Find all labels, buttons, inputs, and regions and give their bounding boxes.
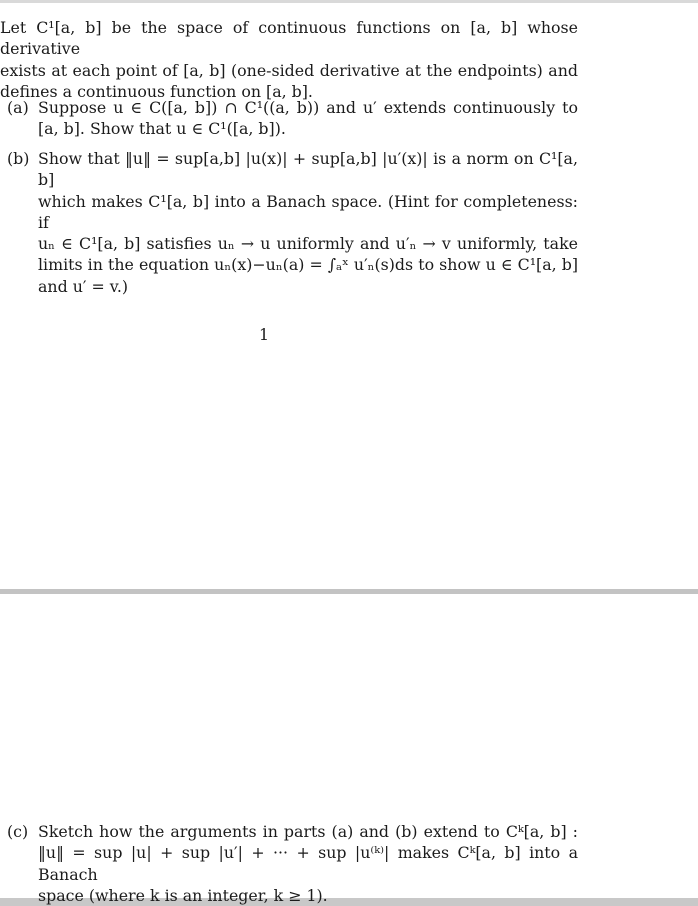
part-b-line: Show that ‖u‖ = sup[a,b] |u(x)| + sup[a,b] |u′(x)| is a norm on C¹[a, b] <box>38 149 578 190</box>
part-b-text <box>38 148 578 297</box>
intro-line: Let C¹[a, b] be the space of continuous functions on [a, b] whose derivative <box>0 18 578 59</box>
part-b-line: which makes C¹[a, b] into a Banach space. (Hint for completeness: if <box>38 191 578 232</box>
part-c-text <box>38 821 578 906</box>
part-b-line: and u′ = v.) <box>38 276 128 296</box>
part-a-line: Suppose u ∈ C([a, b]) ∩ C¹((a, b)) and u′ extends continuously to <box>38 98 578 117</box>
part-c-line: Sketch how the arguments in parts (a) and (b) extend to Cᵏ[a, b] : <box>38 822 578 841</box>
part-a-label: (a) <box>7 98 29 117</box>
intro-line: defines a continuous function on [a, b]. <box>0 81 313 101</box>
part-b-line: limits in the equation uₙ(x)−uₙ(a) = ∫ₐˣ u′ₙ(s)ds to show u ∈ C¹[a, b] <box>38 255 578 275</box>
intro-paragraph <box>0 17 578 102</box>
page-2 <box>0 594 698 905</box>
part-c-label: (c) <box>7 822 29 841</box>
part-b-line: uₙ ∈ C¹[a, b] satisfies uₙ → u uniformly and u′ₙ → v uniformly, take <box>38 234 578 254</box>
part-a-line: [a, b]. Show that u ∈ C¹([a, b]). <box>38 119 286 139</box>
part-c-line: ‖u‖ = sup |u| + sup |u′| + ··· + sup |u⁽ᵏ⁾| makes Cᵏ[a, b] into a Banach <box>38 843 578 884</box>
page-number: 1 <box>259 325 270 344</box>
intro-line: exists at each point of [a, b] (one-sided derivative at the endpoints) and <box>0 60 578 80</box>
part-b-label: (b) <box>7 149 30 168</box>
part-c-line: space (where k is an integer, k ≥ 1). <box>38 885 328 905</box>
part-a-text <box>38 97 578 140</box>
